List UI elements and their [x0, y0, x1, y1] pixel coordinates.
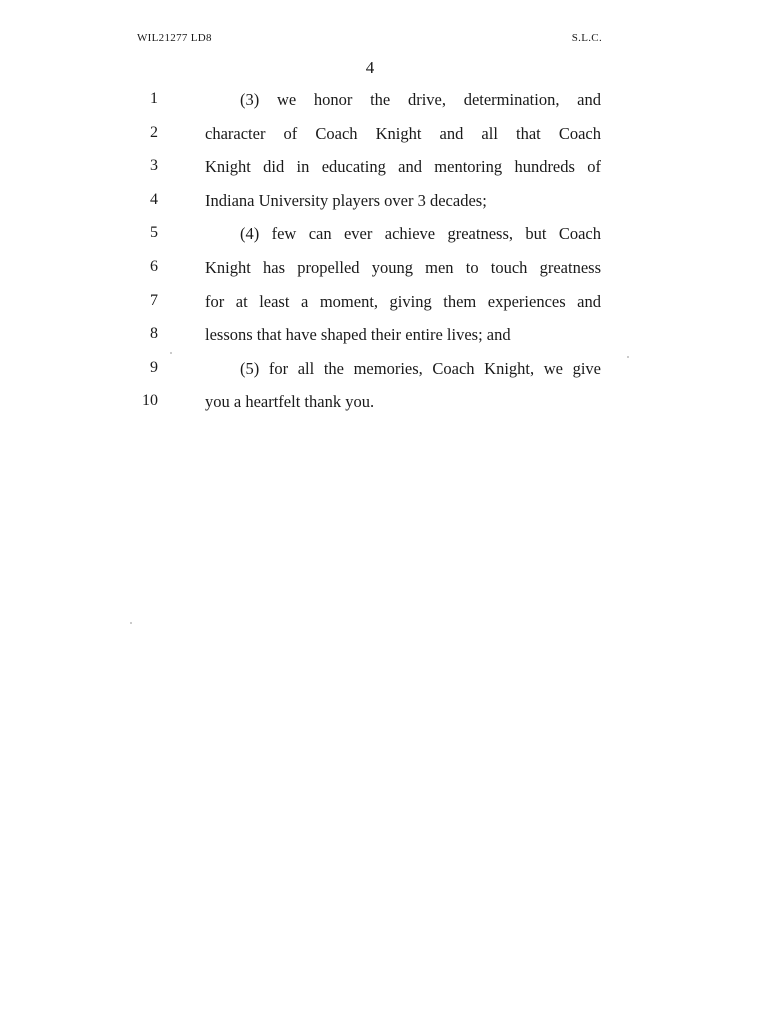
bill-line [0, 120, 758, 154]
line-number: 9 [150, 358, 158, 376]
bill-line [0, 86, 758, 120]
line-text: lessons that have shaped their entire lives; and [205, 325, 511, 345]
line-number: 1 [150, 90, 158, 107]
bill-line [0, 388, 758, 422]
bill-line [0, 254, 758, 288]
line-number: 4 [150, 190, 158, 208]
line-number: 3 [150, 157, 158, 175]
line-number: 8 [150, 325, 158, 343]
line-text: Indiana University players over 3 decades; [205, 190, 487, 210]
line-text: Knight did in educating and mentoring hundreds of [205, 157, 601, 177]
line-text: you a heartfelt thank you. [205, 392, 375, 412]
bill-line [0, 355, 758, 389]
bill-text [0, 86, 758, 422]
line-number: 10 [142, 392, 158, 410]
line-text: character of Coach Knight and all that Coach [205, 123, 601, 143]
line-text: (4) few can ever achieve greatness, but Coach [240, 224, 601, 244]
page-number: 4 [365, 58, 375, 77]
bill-line [0, 220, 758, 254]
line-text: for at least a moment, giving them experiences and [205, 291, 601, 311]
scan-speck [170, 352, 172, 354]
bill-line [0, 288, 758, 322]
document-id: WIL21277 LD8 [137, 32, 212, 44]
line-number: 6 [150, 257, 158, 275]
line-number: 2 [150, 123, 158, 141]
line-number: 7 [150, 291, 158, 309]
scan-speck [130, 622, 132, 624]
bill-line [0, 153, 758, 187]
line-text: (5) for all the memories, Coach Knight, we give [240, 358, 601, 378]
line-text: (3) we honor the drive, determination, and [240, 90, 601, 109]
bill-line [0, 321, 758, 355]
line-text: Knight has propelled young men to touch greatness [205, 257, 601, 277]
scan-speck [627, 356, 629, 358]
office-code: S.L.C. [571, 32, 602, 44]
bill-line [0, 187, 758, 221]
line-number: 5 [150, 224, 158, 242]
